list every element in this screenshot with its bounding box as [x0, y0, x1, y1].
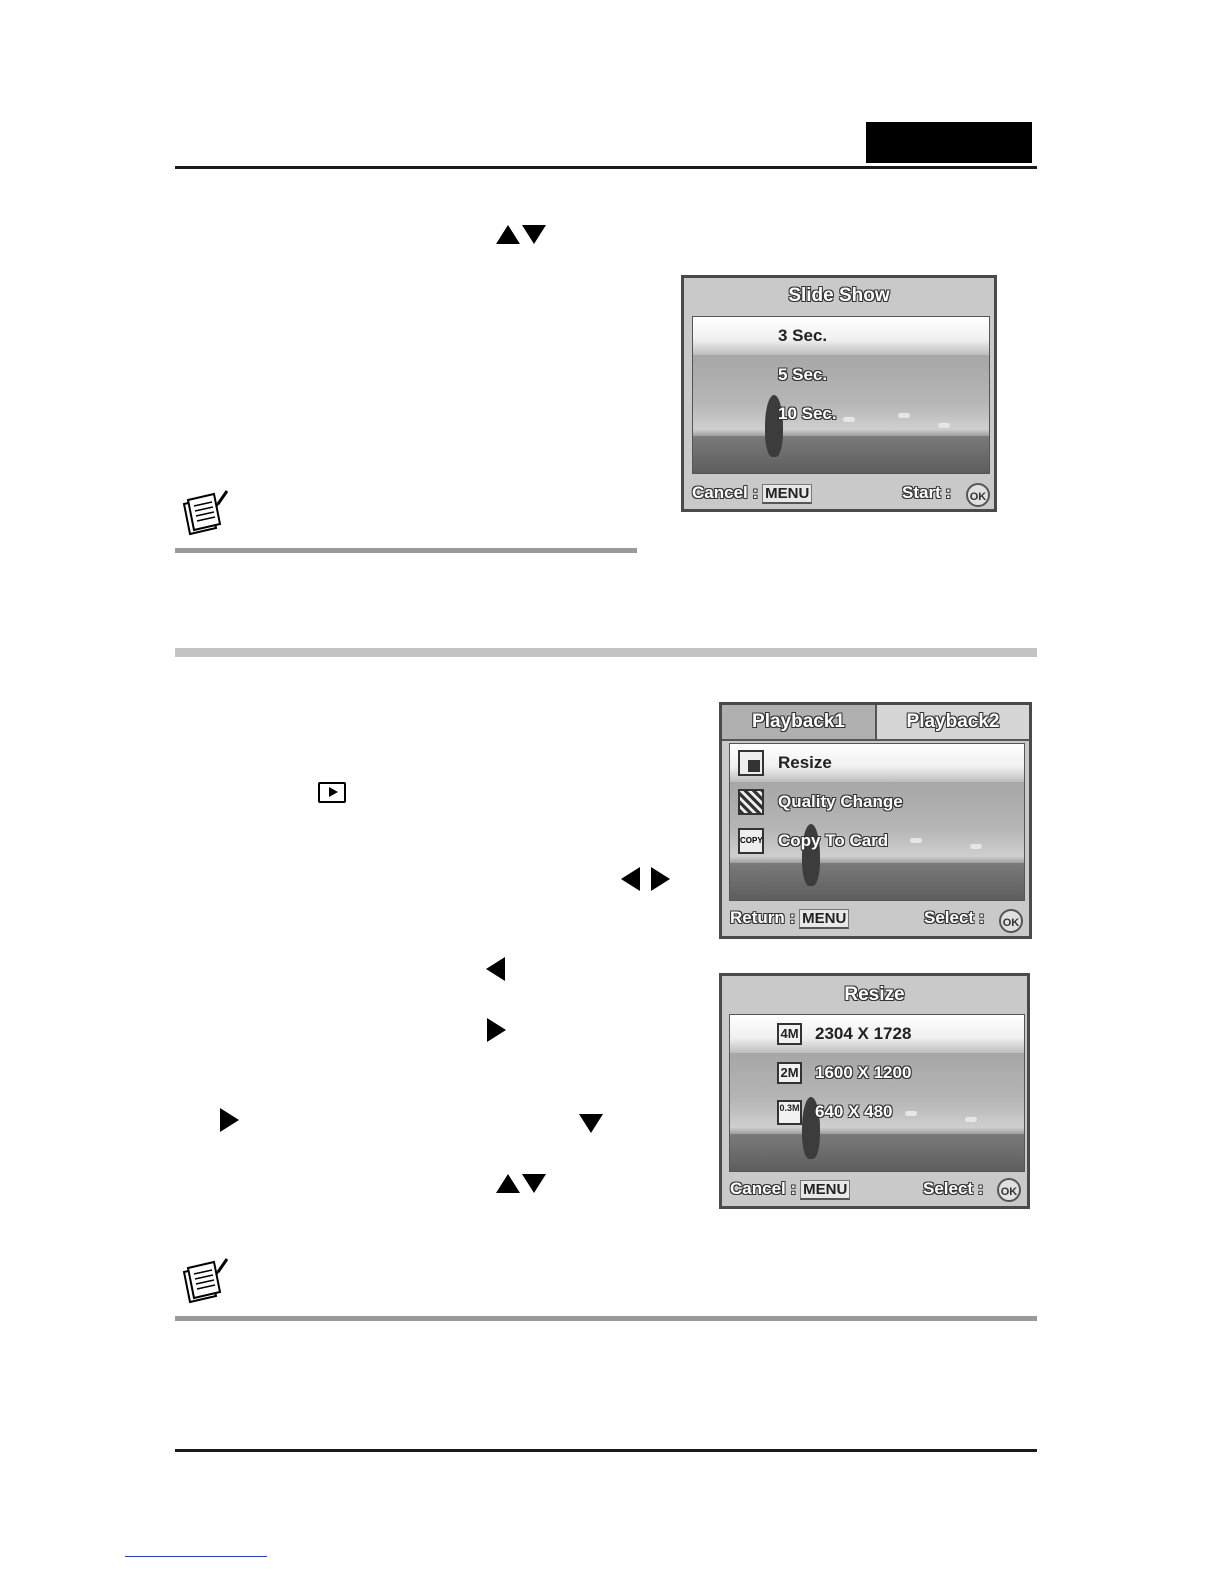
slideshow-screen	[681, 275, 997, 512]
left-right-arrows-icon	[621, 867, 671, 891]
up-down-arrows-icon	[496, 1174, 548, 1194]
resize-option-1600[interactable]: 1600 X 1200	[815, 1063, 912, 1082]
resize-scene	[729, 1014, 1025, 1172]
size-4m-icon: 4M	[777, 1023, 802, 1045]
playback-select-hint: Select :	[924, 908, 985, 927]
note-divider	[175, 548, 637, 553]
up-down-arrows-icon	[496, 225, 548, 245]
size-2m-icon: 2M	[777, 1062, 802, 1084]
playback-menu-scene	[729, 743, 1025, 901]
quality-change-icon	[738, 789, 764, 815]
right-arrow-icon	[487, 1018, 506, 1042]
tab-playback1[interactable]: Playback1	[722, 705, 877, 739]
resize-option-2304[interactable]: 2304 X 1728	[815, 1024, 912, 1043]
playback-mode-icon	[318, 782, 346, 803]
menu-item-resize[interactable]: Resize	[778, 753, 832, 772]
header-language-tab	[866, 122, 1032, 163]
header-rule	[175, 166, 1037, 169]
slideshow-cancel-hint: Cancel : MENU	[692, 483, 812, 504]
slideshow-option-5[interactable]: 5 Sec.	[778, 365, 828, 384]
resize-title: Resize	[844, 984, 905, 1005]
menu-item-copy-to-card[interactable]: Copy To Card	[778, 831, 889, 850]
slideshow-scene	[692, 316, 990, 474]
resize-option-640[interactable]: 640 X 480	[815, 1102, 893, 1121]
ok-button-icon: OK	[966, 483, 990, 507]
note-divider	[175, 1316, 1037, 1321]
copy-to-card-icon: COPY	[738, 828, 764, 854]
footer-link-underline[interactable]	[125, 1556, 267, 1557]
menu-key: MENU	[800, 1180, 850, 1200]
resize-icon	[738, 750, 764, 776]
note-pad-icon	[180, 1258, 230, 1306]
menu-key: MENU	[762, 484, 812, 504]
note-pad-icon	[180, 490, 230, 538]
tab-playback2[interactable]: Playback2	[877, 705, 1029, 739]
down-arrow-icon	[579, 1114, 603, 1133]
size-03m-icon: 0.3M	[777, 1100, 802, 1125]
menu-item-quality-change[interactable]: Quality Change	[778, 792, 903, 811]
right-arrow-icon	[220, 1108, 239, 1132]
slideshow-selection-bar	[693, 317, 989, 355]
resize-cancel-hint: Cancel : MENU	[730, 1179, 850, 1200]
section-divider	[175, 648, 1037, 657]
slideshow-start-hint: Start :	[902, 483, 952, 502]
ok-button-icon: OK	[997, 1178, 1021, 1202]
slideshow-option-10[interactable]: 10 Sec.	[778, 404, 837, 423]
slideshow-option-3[interactable]: 3 Sec.	[778, 326, 828, 345]
slideshow-title: Slide Show	[788, 285, 890, 306]
menu-key: MENU	[799, 909, 849, 929]
left-arrow-icon	[486, 957, 505, 981]
ok-button-icon: OK	[999, 909, 1023, 933]
playback-return-hint: Return : MENU	[730, 908, 849, 929]
playback-selection-bar	[730, 744, 1024, 782]
resize-screen	[719, 973, 1030, 1209]
resize-select-hint: Select :	[923, 1179, 984, 1198]
playback-menu-screen	[719, 702, 1032, 939]
footer-rule	[175, 1449, 1037, 1452]
